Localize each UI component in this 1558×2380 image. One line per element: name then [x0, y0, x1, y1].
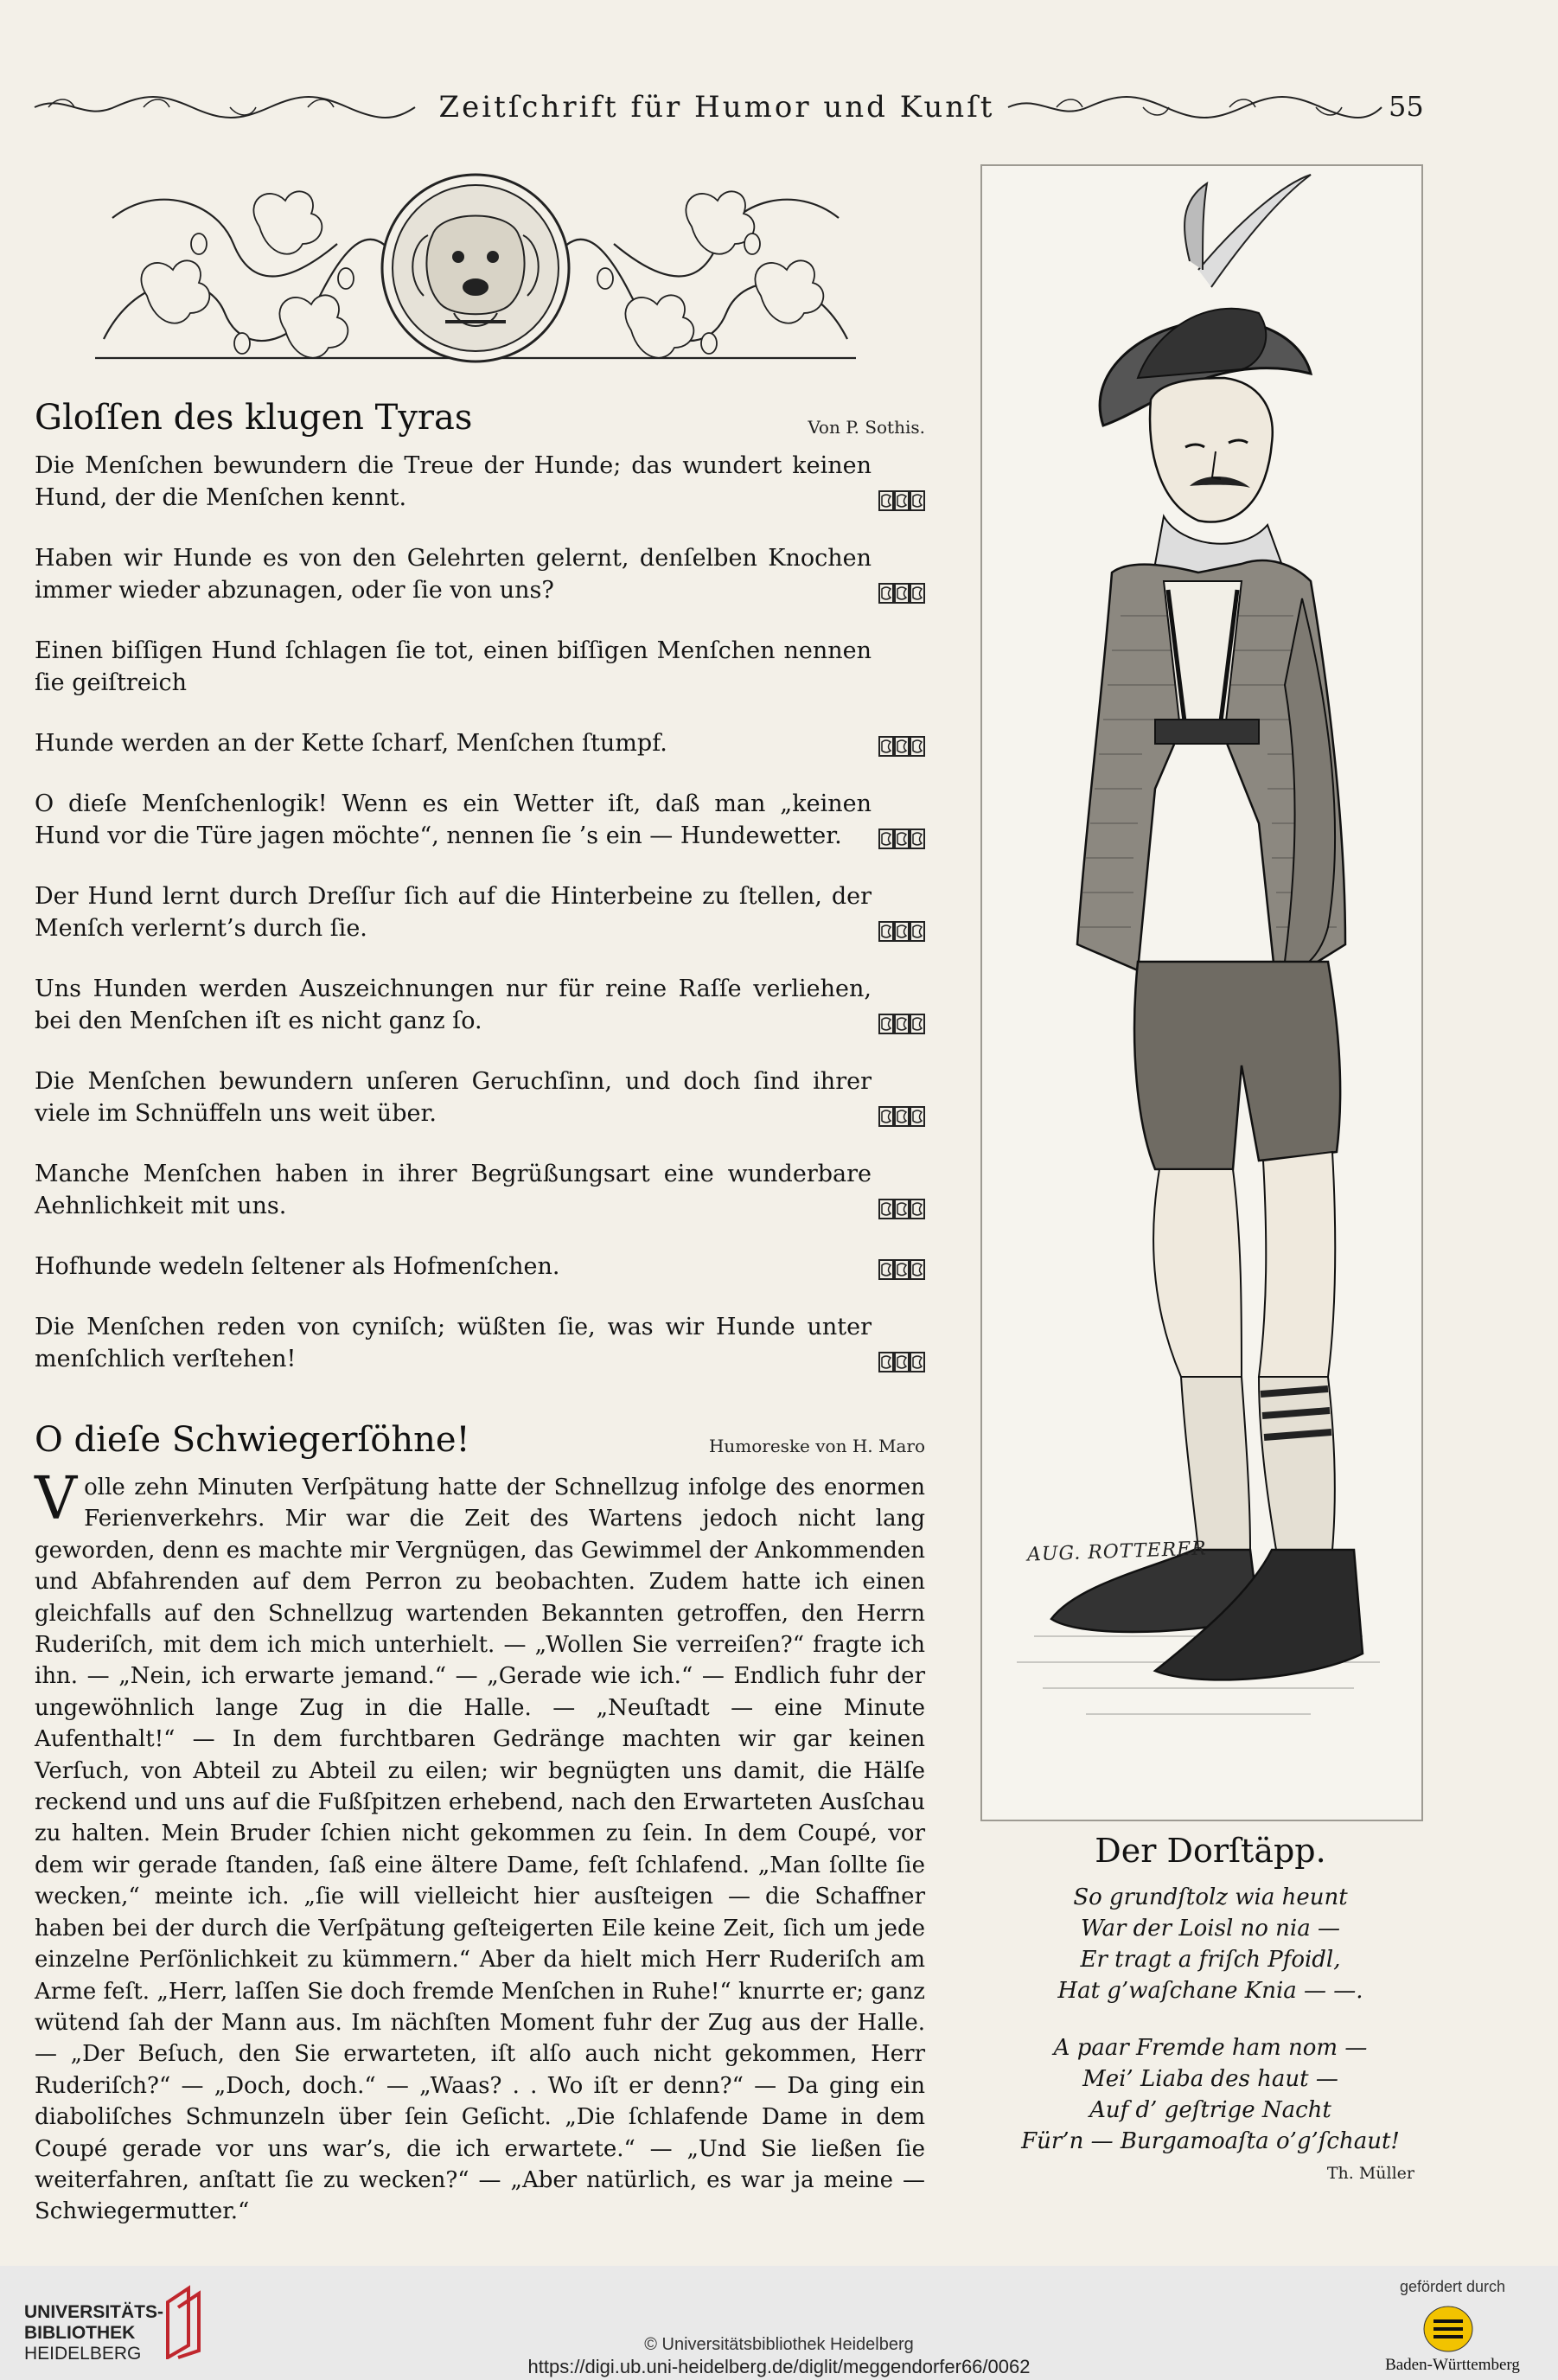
paragraph-end-ornament-icon [878, 920, 925, 943]
aphorism-text: Der Hund lernt durch Dreſſur ſich auf die Hinterbeine zu ſtellen, der Menſch verlernt’s durch ſie. [35, 883, 872, 942]
library-name-line2: BIBLIOTHEK [24, 2323, 136, 2343]
story-body [35, 1465, 925, 2228]
running-header [31, 85, 1423, 137]
aphorism-text: Die Menſchen bewundern unſeren Geruchſinn, und doch ſind ihrer viele im Schnüffeln uns weit über. [35, 1068, 872, 1127]
aphorism [35, 1311, 925, 1375]
aphorism [35, 450, 925, 514]
paragraph-end-ornament-icon [878, 1105, 925, 1128]
page-number: 55 [1389, 90, 1424, 123]
story-author: Humoreske von H. Maro [708, 1436, 925, 1456]
aphorism [35, 788, 925, 852]
baden-wuerttemberg-coat-of-arms-icon[interactable] [1421, 2302, 1475, 2356]
aphorism [35, 727, 925, 759]
aphorism [35, 880, 925, 944]
oak-leaf-vignette-with-dog-medallion [86, 166, 865, 370]
drop-capital: V [35, 1465, 78, 1533]
aphorism [35, 973, 925, 1037]
aphorisms-header [35, 398, 925, 450]
library-name-line3: HEIDELBERG [24, 2344, 142, 2364]
aphorism-text: Uns Hunden werden Auszeichnungen nur für reine Raſſe verliehen, bei den Menſchen iſt es nicht ganz ſo. [35, 976, 872, 1034]
illustration-frame [980, 164, 1423, 1821]
aphorism-text: Die Menſchen reden von cyniſch; wüßten ſie, was wir Hunde unter menſchlich verſtehen! [35, 1314, 872, 1372]
state-name: Baden-Württemberg [1385, 2356, 1520, 2374]
poem-line: So grundſtolz wia heunt [1073, 1884, 1348, 1910]
left-text-column [35, 398, 925, 2228]
digitization-footer [0, 2266, 1558, 2380]
aphorism-text: Hunde werden an der Kette ſcharf, Menſchen ſtumpf. [35, 730, 667, 757]
poem-line: War der Loisl no nia — [1080, 1916, 1341, 1942]
poem-line: A paar Fremde ham nom — [1053, 2035, 1368, 2061]
library-name-line1: UNIVERSITÄTS- [24, 2302, 164, 2322]
article-title: Gloſſen des klugen Tyras [35, 398, 473, 438]
aphorism [35, 1065, 925, 1129]
permalink-url[interactable]: https://digi.ub.uni-heidelberg.de/diglit/meggendorfer66/0062 [527, 2356, 1031, 2377]
aphorism-text: Haben wir Hunde es von den Gelehrten gelernt, denſelben Knochen immer wieder abzunagen, oder ſie von uns? [35, 545, 872, 604]
aphorism-text: O dieſe Menſchenlogik! Wenn es ein Wetter iſt, daß man „keinen Hund vor die Türe jagen möchte“, nennen ſie ’s ein — Hundewetter. [35, 790, 872, 849]
poem-author: Th. Müller [1326, 2164, 1414, 2183]
aphorism-text: Die Menſchen bewundern die Treue der Hunde; das wundert keinen Hund, der die Menſchen kennt. [35, 452, 872, 511]
paragraph-end-ornament-icon [878, 489, 925, 512]
running-title: Zeitſchrift für Humor und Kunſt [438, 90, 995, 125]
article-author: Von P. Sothis. [808, 417, 925, 438]
aphorism-text: Manche Menſchen haben in ihrer Begrüßungsart eine wunderbare Aehnlichkeit mit uns. [35, 1161, 872, 1219]
aphorism-text: Hofhunde wedeln ſeltener als Hofmenſchen. [35, 1253, 560, 1280]
artist-signature: AUG. ROTTERER [1026, 1538, 1208, 1566]
poem-line: Hat g’waſchane Knia — —. [1057, 1978, 1363, 2004]
right-header-ornament [1005, 92, 1385, 123]
copyright-credit: © Universitätsbibliothek Heidelberg [644, 2335, 914, 2354]
paragraph-end-ornament-icon [878, 1198, 925, 1220]
poem-title: Der Dorſtäpp. [1095, 1832, 1326, 1870]
poem-line: Auf d’ geſtrige Nacht [1089, 2097, 1331, 2123]
story-text: olle zehn Minuten Verſpätung hatte der Schnellzug infolge des enormen Ferienverkehrs. Mir war die Zeit des Wartens jedoch nicht lang geworden, denn es machte mir Vergnügen, das Gewimmel der Ankommenden und Abfahrenden auf dem Perron zu beobachten. Zudem hatte ich einen gleichfalls auf den Schnellzug wartenden Bekannten getroffen, den Herrn Ruderiſch, mit dem ich mich unterhielt. — „Wollen Sie verreiſen?“ fragte ich ihn. — „Nein, ich erwarte jemand.“ — „Gerade wie ich.“ — Endlich fuhr der ungewöhnlich lange Zug in die Halle. — „Neuſtadt — eine Minute Aufenthalt!“ — In dem furchtbaren Gedränge machten wir gar keinen Verſuch, von Abteil zu Abteil zu eilen; wir begnügten uns damit, die Hälſe reckend und uns auf die Fußſpitzen erhebend, nach den Erwarteten Ausſchau zu halten. Mein Bruder ſchien nicht gekommen zu ſein. In dem Coupé, vor dem wir gerade ſtanden, ſaß eine ältere Dame, feſt ſchlafend. „Man ſollte ſie wecken,“ meinte ich. „ſie will vielleicht hier ausſteigen — die Schaffner haben bei der durch die Verſpätung geſteigerten Eile keine Zeit, ſich um jede einzelne Perſönlichkeit zu kümmern.“ Aber da hielt mich Herr Ruderiſch am Arme feſt. „Herr, laſſen Sie doch fremde Menſchen in Ruhe!“ knurrte er; ganz wütend ſah der Mann aus. Im nächſten Moment fuhr der Zug aus der Halle. — „Der Beſuch, den Sie erwarteten, iſt alſo auch nicht gekommen, Herr Ruderiſch?“ — „Doch, doch.“ — „Waas? . . Wo iſt er denn?“ — Da ging ein diaboliſches Schmunzeln über ſein Geſicht. „Die ſchlafende Dame in dem Coupé gerade vor uns war’s, die ich erwartete.“ — „Und Sie ließen ſie weiterfahren, anſtatt ſie zu wecken?“ — „Aber natürlich, es war ja meine — Schwiegermutter.“ [35, 1475, 925, 2225]
poem-line: Mei’ Liaba des haut — [1082, 2066, 1338, 2092]
poem [994, 1832, 1427, 2183]
paragraph-end-ornament-icon [878, 735, 925, 758]
aphorism [35, 1251, 925, 1283]
poem-line: Für’n — Burgamoaſta o’g’ſchaut! [1021, 2128, 1400, 2154]
story-header [35, 1420, 925, 1472]
paragraph-end-ornament-icon [878, 582, 925, 605]
funded-by-label: gefördert durch [1399, 2278, 1506, 2295]
aphorism [35, 542, 925, 606]
story-title: O dieſe Schwiegerſöhne! [35, 1420, 470, 1460]
poem-stanza [994, 2032, 1427, 2157]
paragraph-end-ornament-icon [878, 828, 925, 850]
paragraph-end-ornament-icon [878, 1013, 925, 1035]
tyrolean-man-illustration [982, 166, 1421, 1820]
aphorism [35, 1158, 925, 1222]
paragraph-end-ornament-icon [878, 1258, 925, 1281]
poem-stanza [994, 1882, 1427, 2006]
aphorism-text: Einen biſſigen Hund ſchlagen ſie tot, einen biſſigen Menſchen nennen ſie geiſtreich [35, 637, 872, 696]
left-header-ornament [31, 92, 418, 123]
paragraph-end-ornament-icon [878, 1351, 925, 1373]
aphorism [35, 635, 925, 699]
poem-line: Er tragt a friſch Pfoidl, [1080, 1947, 1341, 1973]
aphorism-list [35, 450, 925, 1375]
